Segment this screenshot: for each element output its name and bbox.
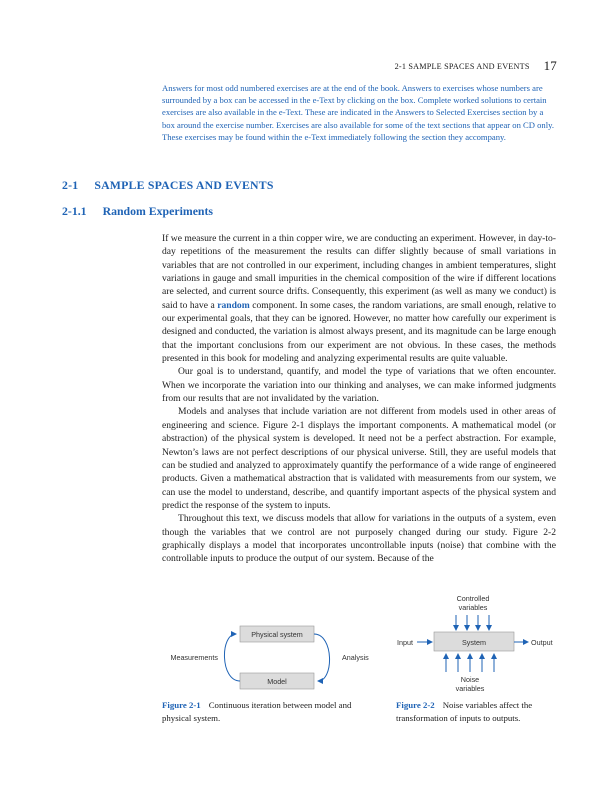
paragraph-2: Our goal is to understand, quantify, and model the type of variations that we often encounter. When we incorporate the variation into our thinking and analyses, we can make informed judgments from our results that are not invalidated by the variation. [162, 366, 556, 405]
section-number: 2-1 [62, 178, 79, 192]
keyword-random: random [217, 299, 250, 311]
figure-2-1-caption-label: Figure 2-1 [162, 700, 201, 710]
output-label: Output [531, 638, 553, 647]
subsection-title: Random Experiments [102, 204, 214, 218]
figure-2-2-caption-text: Noise variables affect the transformation of inputs to outputs. [396, 700, 533, 723]
analysis-arrow [314, 634, 330, 681]
figure-2-2-caption-label: Figure 2-2 [396, 700, 435, 710]
input-label: Input [397, 638, 413, 647]
noise-variables-label-1: Noise [460, 675, 480, 684]
physical-system-label: Physical system [251, 630, 303, 639]
analysis-label: Analysis [342, 653, 369, 662]
subsection-number: 2-1.1 [62, 204, 87, 218]
paragraph-4: Throughout this text, we discuss models that allow for variations in the outputs of a system, even though the variables that we control are not purposely changed during our study. Figure 2-2 graphically displays a model that incorporates uncontrollable inputs (noise) that combine with the controllable inputs to produce the output of our system. Because of the [162, 513, 556, 565]
figure-2-1 [170, 626, 369, 689]
noise-variables-label-2: variables [455, 684, 485, 693]
paragraph-3: Models and analyses that include variation are not different from models used in other areas of engineering and science. Figure 2-1 displays the important components. A mathematical model (or abstraction) of the physical system is developed. It need not be a perfect abstraction. For example, Newton’s laws are not perfect descriptions of our physical universe. Still, they are useful models that can be studied and analyzed to approximately quantify the performance of a wide range of engineered products. Given a mathematical abstraction that is validated with measurements from our system, we can use the model to understand, describe, and quantify important aspects of the physical system and predict the response of the system to inputs. [162, 406, 556, 511]
running-title: 2-1 SAMPLE SPACES AND EVENTS [394, 62, 530, 71]
figure-2-1-caption [162, 699, 372, 724]
figure-2-1-caption-text: Continuous iteration between model and physical system. [162, 700, 352, 723]
figure-2-2 [397, 594, 553, 693]
exercise-note-text: Answers for most odd numbered exercises are at the end of the book. Answers to exercises whose numbers are surrounded by a box can be accessed in the e-Text by clicking on the box. Complete worked solutions to certain exercises are also available in the e-Text. These are indicated in the Answers to Selected Exercises section by a box around the exercise number. Exercises are also available for some of the text sections that appear on CD only. These exercises may be found within the e-Text immediately following the section they accompany. [162, 83, 554, 142]
measurements-label: Measurements [170, 653, 218, 662]
model-label: Model [267, 677, 287, 686]
system-label: System [462, 638, 486, 647]
controlled-variables-label-1: Controlled [456, 594, 490, 603]
controlled-variables-label-2: variables [458, 603, 488, 612]
page-number: 17 [543, 58, 557, 73]
measurements-arrow [224, 634, 240, 681]
paragraph-1: If we measure the current in a thin copper wire, we are conducting an experiment. However, in day-to-day repetitions of the measurement the results can differ slightly because of small variations in variables that are not controlled in our experiment, including changes in ambient temperatures, slight variations in gauge and small impurities in the chemical composition of the wire if different locations are selected, and current source drifts. Consequently, this experiment (as well as many we conduct) is said to have a random component. In some cases, the random variations, are small enough, relative to our experimental goals, that they can be ignored. However, no matter how carefully our experiment is designed and conducted, the variation is almost always present, and its magnitude can be large enough that the important conclusions from our experiment are not obvious. In these cases, the methods presented in this book for modeling and analyzing experimental results are quite valuable. [162, 233, 556, 365]
figure-2-2-caption [396, 699, 566, 724]
section-title: SAMPLE SPACES AND EVENTS [94, 178, 274, 192]
